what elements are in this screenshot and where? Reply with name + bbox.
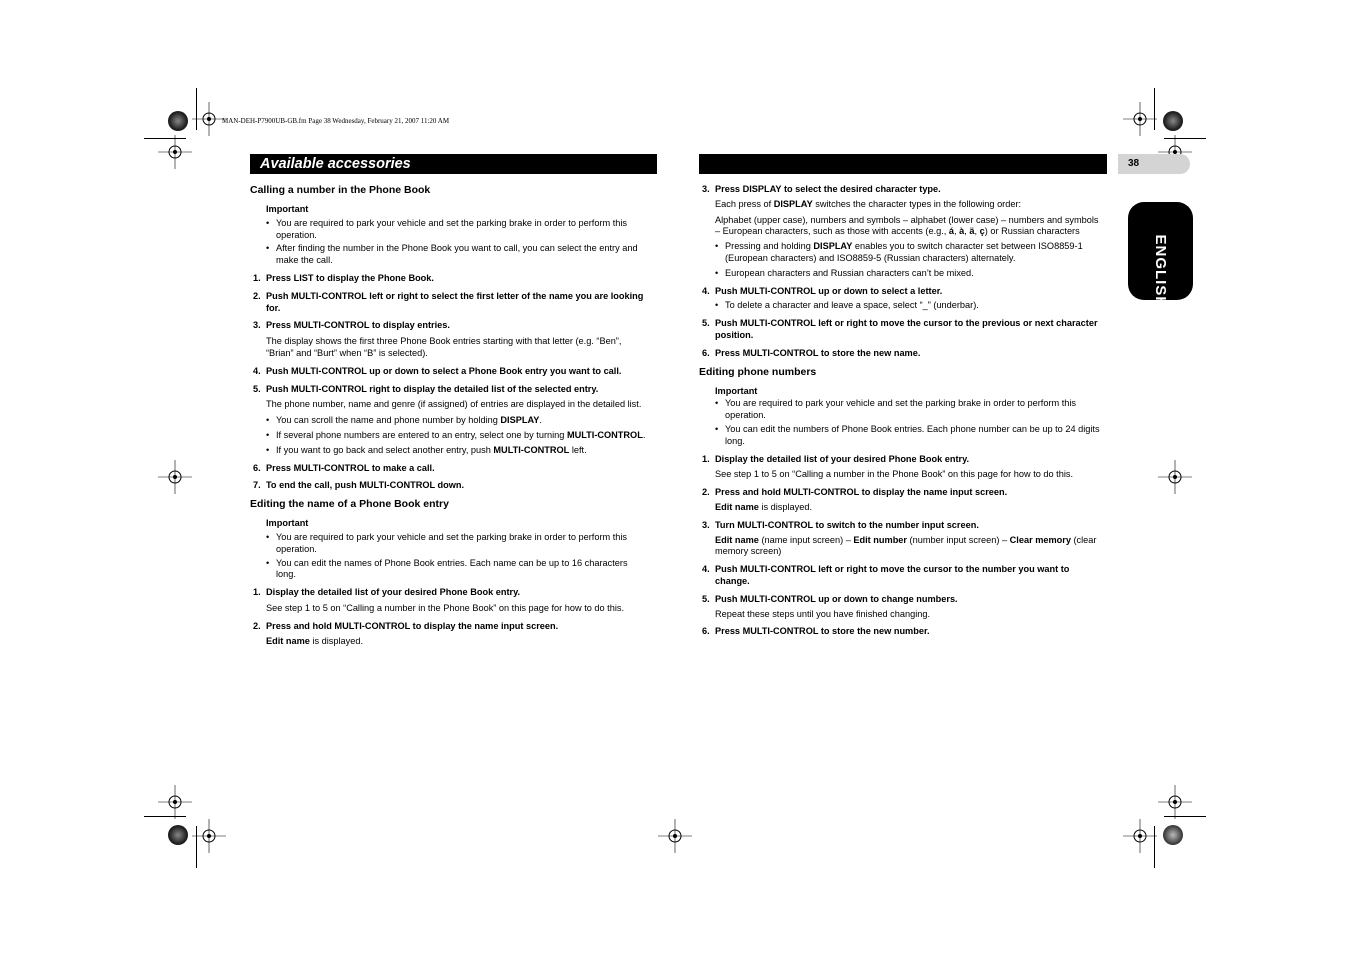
step-text: Each press of DISPLAY switches the character types in the following order: (715, 198, 1022, 209)
step-item: 2. Press and hold MULTI-CONTROL to display the name input screen. (702, 487, 1008, 498)
step-item: 4. Push MULTI-CONTROL left or right to move the cursor to the number you want to change. (702, 564, 1070, 586)
step-text: The phone number, name and genre (if assigned) of entries are displayed in the detailed list. (266, 399, 642, 410)
language-tab (1128, 202, 1193, 309)
registration-mark-icon (658, 819, 692, 853)
step-item: 5. Push MULTI-CONTROL right to display the detailed list of the selected entry. (253, 383, 599, 394)
bullet-item: • You are required to park your vehicle and set the parking brake in order to perform this operation. (266, 218, 650, 242)
bullet-item: • Pressing and holding DISPLAY enables you to switch character set between ISO8859-1 (European characters) and ISO8859-5 (Russian characters) alternately. (715, 241, 1101, 265)
bullet-item: • To delete a character and leave a space, select “_” (underbar). (715, 300, 1101, 312)
page-number-tab (1118, 154, 1190, 174)
registration-mark-icon (158, 135, 192, 169)
important-label: Important (266, 518, 309, 529)
language-label: ENGLISH (1152, 234, 1169, 309)
step-text: Alphabet (upper case), numbers and symbols – alphabet (lower case) – numbers and symbols – European characters, such as those with accents (e.g., á, à, ä, ç) or Russian characters (715, 214, 1099, 237)
registration-mark-icon (192, 819, 226, 853)
step-text: See step 1 to 5 on “Calling a number in the Phone Book” on this page for how to do this. (715, 469, 1074, 480)
registration-mark-icon (158, 785, 192, 819)
color-target-icon (1163, 825, 1183, 845)
step-item: 5. Push MULTI-CONTROL left or right to move the cursor to the previous or next character position. (702, 318, 1098, 340)
bullet-item: • You are required to park your vehicle and set the parking brake in order to perform this operation. (715, 398, 1101, 422)
step-item: 1. Display the detailed list of your desired Phone Book entry. (702, 453, 970, 464)
step-text: The display shows the first three Phone Book entries starting with that letter (e.g. “Ben”, “Brian” and “Burt” when “B” is selected). (266, 336, 622, 358)
heading-editing-numbers: Editing phone numbers (699, 365, 817, 378)
step-text: Repeat these steps until you have finished changing. (715, 608, 931, 619)
right-column (699, 184, 1101, 638)
registration-mark-icon (1158, 785, 1192, 819)
step-text: Edit name is displayed. (715, 501, 813, 512)
left-column (250, 184, 650, 647)
step-item: 3. Press MULTI-CONTROL to display entries. (253, 320, 450, 331)
file-header: MAN-DEH-P7900UB-GB.fm Page 38 Wednesday, February 21, 2007 11:20 AM (222, 117, 450, 125)
bullet-item: • You can edit the numbers of Phone Book entries. Each phone number can be up to 24 digits long. (715, 424, 1101, 448)
bullet-item: • If several phone numbers are entered to an entry, select one by turning MULTI-CONTROL. (266, 430, 650, 442)
step-item: 1. Press LIST to display the Phone Book. (253, 272, 434, 283)
step-item: 2. Press and hold MULTI-CONTROL to display the name input screen. (253, 620, 559, 631)
step-item: 1. Display the detailed list of your desired Phone Book entry. (253, 587, 521, 598)
step-item: 6. Press MULTI-CONTROL to make a call. (253, 462, 435, 473)
color-target-icon (168, 111, 188, 131)
heading-calling: Calling a number in the Phone Book (250, 184, 431, 196)
step-item: 2. Push MULTI-CONTROL left or right to select the first letter of the name you are looking for. (253, 290, 644, 313)
registration-mark-icon (158, 460, 192, 494)
step-item: 4. Push MULTI-CONTROL up or down to select a Phone Book entry you want to call. (253, 365, 622, 376)
bullet-item: • If you want to go back and select another entry, push MULTI-CONTROL left. (266, 445, 650, 457)
section-title-bar (250, 154, 657, 174)
step-item: 5. Push MULTI-CONTROL up or down to change numbers. (702, 593, 958, 604)
bullet-item: • You are required to park your vehicle and set the parking brake in order to perform this operation. (266, 532, 650, 556)
heading-editing-name: Editing the name of a Phone Book entry (250, 498, 449, 511)
color-target-icon (168, 825, 188, 845)
step-text: Edit name is displayed. (266, 635, 364, 646)
important-label: Important (266, 204, 309, 214)
registration-mark-icon (1123, 819, 1157, 853)
step-text: Edit name (name input screen) – Edit number (number input screen) – Clear memory (clear memory screen) (715, 534, 1097, 557)
step-item: 4. Push MULTI-CONTROL up or down to select a letter. (702, 285, 943, 296)
registration-mark-icon (1158, 460, 1192, 494)
step-item: 6. Press MULTI-CONTROL to store the new number. (702, 626, 930, 637)
step-item: 3. Press DISPLAY to select the desired character type. (702, 184, 941, 194)
step-item: 6. Press MULTI-CONTROL to store the new name. (702, 347, 921, 358)
step-item: 7. To end the call, push MULTI-CONTROL down. (253, 480, 465, 491)
section-title: Available accessories (260, 156, 411, 172)
color-target-icon (1163, 111, 1183, 131)
important-label: Important (715, 385, 758, 396)
bullet-item: • European characters and Russian characters can’t be mixed. (715, 268, 1101, 280)
step-item: 3. Turn MULTI-CONTROL to switch to the number input screen. (702, 519, 979, 530)
page-number: 38 (1128, 158, 1140, 169)
registration-mark-icon (192, 102, 226, 136)
step-text: See step 1 to 5 on “Calling a number in the Phone Book” on this page for how to do this. (266, 602, 625, 613)
bullet-item: • You can scroll the name and phone number by holding DISPLAY. (266, 415, 650, 427)
bullet-item: • After finding the number in the Phone Book you want to call, you can select the entry and make the call. (266, 243, 650, 267)
registration-mark-icon (1123, 102, 1157, 136)
bullet-item: • You can edit the names of Phone Book entries. Each name can be up to 16 characters long. (266, 558, 650, 582)
section-title-bar-right (699, 154, 1107, 174)
